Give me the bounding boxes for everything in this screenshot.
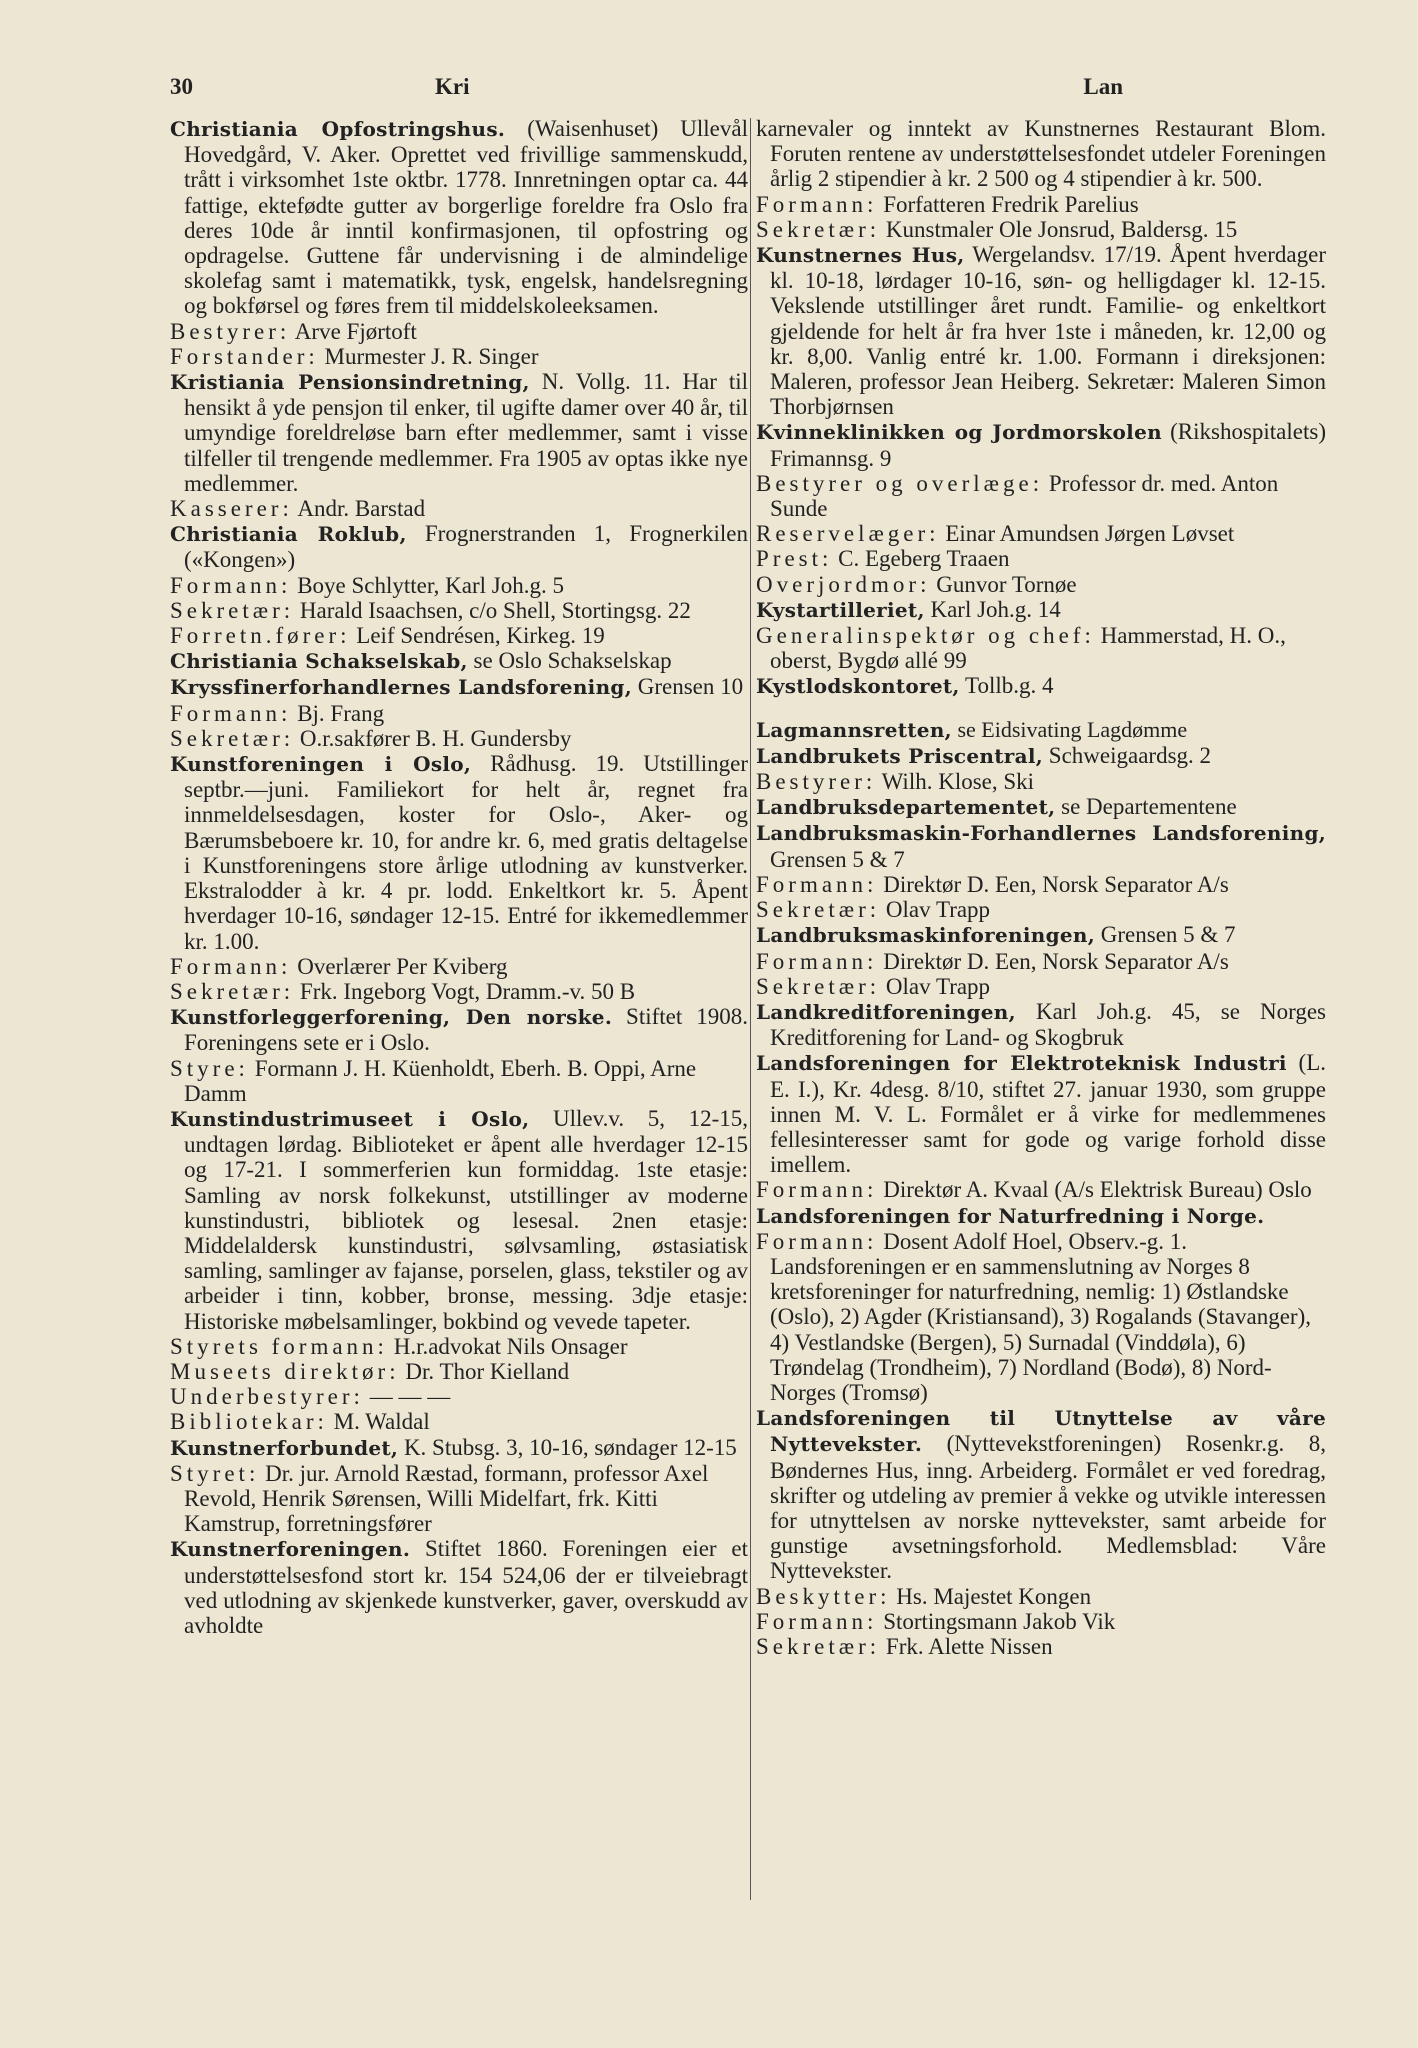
entry-title: Landsforeningen for Naturfredning i Norge.: [756, 1203, 1265, 1228]
entry-text: Stiftet 1908. Foreningens sete er i Oslo.: [184, 1004, 748, 1056]
entry-title: Kvinneklinikken og Jordmorskolen: [756, 420, 1162, 445]
entry-title: Landbruksmaskinforeningen,: [756, 923, 1096, 948]
directory-entry: [756, 1405, 1326, 1583]
officer-line: [170, 1384, 748, 1409]
directory-entry: [756, 820, 1326, 871]
officer-line: [756, 521, 1326, 546]
officer-role: Bibliotekar:: [170, 1409, 328, 1435]
entry-text: Stiftet 1860. Foreningen eier et understøttelsesfond stort kr. 154 524,06 der er tilveiebragt ved utlodning av skjenkede kunstverker, gaver, overskudd av avholdte: [184, 1536, 748, 1638]
entry-title: Landbruksdepartementet,: [756, 795, 1056, 820]
officer-role: Formann:: [756, 1177, 878, 1203]
entry-title: Kunstnerforeningen.: [170, 1537, 411, 1562]
officer-role: Underbestyrer:: [170, 1384, 364, 1410]
directory-entry: [170, 751, 748, 954]
officer-name: Direktør D. Een, Norsk Separator A/s: [877, 871, 1229, 897]
officer-role: Forstander:: [170, 343, 319, 369]
officer-name: M. Waldal: [327, 1409, 430, 1435]
officer-name: Gunvor Tornøe: [930, 571, 1077, 597]
officer-name: Forfatteren Fredrik Parelius: [877, 191, 1139, 217]
officer-line: [756, 1177, 1326, 1202]
officer-name: Frk. Ingeborg Vogt, Dramm.-v. 50 B: [294, 978, 636, 1004]
entry-text: (L. E. I.), Kr. 4desg. 8/10, stiftet 27. januar 1930, som gruppe innen M. V. L. Formålet er å virke for medlemmenes fellesinteresser samt for gode og varige forhold disse imellem.: [770, 1050, 1326, 1178]
officer-name: Wilh. Klose, Ski: [876, 769, 1035, 795]
officer-role: Sekretær:: [756, 1633, 881, 1659]
officer-line: [170, 1461, 748, 1537]
officer-role: Formann:: [170, 572, 292, 598]
officer-line: [170, 726, 748, 751]
officer-role: Overjordmor:: [756, 571, 931, 597]
officer-line: [170, 1056, 748, 1106]
officer-name: Hs. Majestet Kongen: [890, 1583, 1092, 1609]
officer-name: Stortingsmann Jakob Vik: [877, 1608, 1116, 1634]
entry-text: N. Vollg. 11. Har til hensikt å yde pensjon til enker, til ugifte damer over 40 år, til umyndige foreldreløse barn efter medlemmer, samt i visse tilfeller til trengende medlemmer. Fra 1905 av optas ikke nye medlemmer.: [184, 369, 748, 496]
officer-role: Bestyrer og overlæge:: [756, 470, 1044, 496]
officer-role: Sekretær:: [170, 597, 295, 623]
officer-line: [756, 1584, 1326, 1609]
officer-name: Arve Fjørtoft: [290, 318, 417, 344]
directory-entry: [170, 1004, 748, 1055]
officer-name: Dr. jur. Arnold Ræstad, formann, professor Axel Revold, Henrik Sørensen, Willi Midelfart, frk. Kitti Kamstrup, forretningsfører: [184, 1460, 709, 1537]
officer-name: Andr. Barstad: [292, 496, 426, 522]
officer-role: Sekretær:: [756, 216, 881, 242]
right-column: [756, 116, 1326, 1659]
directory-entry: [756, 1203, 1326, 1229]
officer-role: Styrets formann:: [170, 1333, 388, 1359]
entry-text: se Eidsivating Lagdømme: [951, 716, 1188, 742]
entry-title: Landkreditforeningen,: [756, 999, 1016, 1024]
officer-name: Dosent Adolf Hoel, Observ.-g. 1. Landsforeningen er en sammenslutning av Norges 8 kretsforeninger for naturfredning, nemlig: 1) Østlandske (Oslo), 2) Agder (Kristiansand), 3) Rogalands (Stavanger), 4) Vestlandske (Bergen), 5) Surnadal (Vinddøla), 6) Trøndelag (Trondheim), 7) Nordland (Bodø), 8) Nord-Norges (Tromsø): [770, 1228, 1312, 1405]
entry-title: Landsforeningen for Elektroteknisk Industri: [756, 1051, 1287, 1076]
officer-line: [170, 598, 748, 623]
officer-line: [170, 954, 748, 979]
directory-entry: [170, 369, 748, 496]
officer-line: [756, 769, 1326, 794]
entry-text: se Oslo Schakselskap: [467, 648, 672, 674]
officer-role: Reservelæger:: [756, 521, 940, 547]
officer-line: [756, 897, 1326, 922]
officer-role: Formann:: [756, 1608, 878, 1634]
entry-title: Christiania Schakselskab,: [170, 649, 468, 674]
officer-name: H.r.advokat Nils Onsager: [387, 1333, 628, 1359]
officer-name: Frk. Alette Nissen: [880, 1633, 1053, 1659]
officer-role: Formann:: [756, 871, 878, 897]
directory-entry: [170, 648, 748, 674]
officer-name: Bj. Frang: [291, 700, 385, 726]
officer-line: [756, 217, 1326, 242]
directory-entry: [756, 242, 1326, 419]
officer-role: Formann:: [170, 700, 292, 726]
entry-text: Rådhusg. 19. Utstillinger septbr.—juni. Familiekort for helt år, regnet fra innmeldelsesdagen, koster for Oslo-, Aker- og Bærumsbeboere kr. 10, for andre kr. 6, med gratis deltagelse i Kunstforeningens store årlige utlodning av kunstverker. Ekstralodder à kr. 4 pr. lodd. Enkeltkort kr. 5. Åpent hverdager 10-16, søndager 12-15. Entré for ikkemedlemmer kr. 1.00.: [184, 751, 748, 954]
officer-role: Prest:: [756, 546, 833, 572]
officer-role: Generalinspektør og chef:: [756, 623, 1095, 649]
officer-line: [756, 1609, 1326, 1634]
officer-line: [756, 623, 1326, 673]
directory-entry: [756, 922, 1326, 948]
officer-role: Formann:: [170, 953, 292, 979]
entry-title: Kristiania Pensionsindretning,: [170, 370, 530, 395]
officer-name: C. Egeberg Traaen: [832, 546, 1010, 572]
officer-role: Museets direktør:: [170, 1358, 400, 1384]
officer-name: Formann J. H. Küenholdt, Eberh. B. Oppi, Arne Damm: [184, 1055, 697, 1106]
officer-line: [756, 572, 1326, 597]
officer-role: Formann:: [756, 191, 878, 217]
officer-name: Harald Isaachsen, c/o Shell, Stortingsg. 22: [294, 597, 691, 623]
directory-entry: [756, 419, 1326, 470]
entry-text: (Rikshospitalets) Frimannsg. 9: [770, 419, 1326, 471]
officer-name: Olav Trapp: [880, 973, 991, 999]
entry-text: Schweigaardsg. 2: [1043, 742, 1212, 768]
entry-title: Kryssfinerforhandlernes Landsforening,: [170, 675, 632, 700]
directory-entry: [170, 116, 748, 319]
officer-name: Overlærer Per Kviberg: [291, 953, 508, 979]
officer-name: Einar Amundsen Jørgen Løvset: [939, 521, 1235, 547]
officer-line: [170, 496, 748, 521]
officer-line: [170, 573, 748, 598]
left-column: [170, 116, 748, 1638]
directory-entry: [756, 794, 1326, 820]
officer-role: Bestyrer:: [756, 769, 877, 795]
officer-name: Direktør D. Een, Norsk Separator A/s: [877, 948, 1229, 974]
officer-name: Direktør A. Kvaal (A/s Elektrisk Bureau) Oslo: [877, 1177, 1312, 1203]
officer-line: [756, 949, 1326, 974]
officer-line: [756, 471, 1326, 521]
entry-text: Frognerstranden 1, Frognerkilen («Kongen»): [184, 521, 748, 573]
entry-title: Landbrukets Priscentral,: [756, 743, 1044, 768]
officer-role: Forretn.fører:: [170, 623, 351, 649]
entry-title: Kunstforeningen i Oslo,: [170, 752, 472, 777]
entry-text: K. Stubsg. 3, 10-16, søndager 12-15: [398, 1434, 737, 1460]
entry-text: Tollb.g. 4: [959, 673, 1054, 699]
entry-text: (Nyttevekstforeningen) Rosenkr.g. 8, Bøndernes Hus, inng. Arbeiderg. Formålet er ved foredrag, skrifter og utdeling av premier å vekke og utvikle interessen for utnyttelsen av norske nyttevekster, samt arbeide for gunstige avsetningsforhold. Medlemsblad: Våre Nyttevekster.: [770, 1431, 1326, 1584]
entry-title: Kunstindustrimuseet i Oslo,: [170, 1106, 530, 1131]
officer-name: Hammerstad, H. O., oberst, Bygdø allé 99: [770, 623, 1286, 674]
officer-name: Dr. Thor Kielland: [399, 1358, 570, 1384]
officer-name: Boye Schlytter, Karl Joh.g. 5: [291, 572, 564, 598]
officer-line: [170, 623, 748, 648]
officer-role: Sekretær:: [170, 978, 295, 1004]
page-number: 30: [170, 74, 193, 99]
officer-role: Sekretær:: [170, 725, 295, 751]
entry-text: Grensen 5 & 7: [1095, 922, 1236, 948]
entry-title: Kystartilleriet,: [756, 597, 925, 622]
officer-line: [170, 1359, 748, 1384]
officer-line: [170, 1409, 748, 1434]
directory-entry: [170, 1435, 748, 1461]
officer-role: Styret:: [170, 1460, 260, 1486]
officer-name: — — —: [363, 1384, 451, 1410]
entry-text: Grensen 10: [631, 674, 744, 700]
officer-line: [170, 1334, 748, 1359]
entry-text: Wergelandsv. 17/19. Åpent hverdager kl. 10-18, lørdager 10-16, søn- og helligdager kl. 12-15. Vekslende utstillinger året rundt. Familie- og enkeltkort gjeldende for helt år fra hver 1ste i måneden, kr. 12,00 og kr. 8,00. Vanlig entré kr. 1.00. Formann i direksjonen: Maleren, professor Jean Heiberg. Sekretær: Maleren Simon Thorbjørnsen: [770, 242, 1326, 420]
officer-line: [170, 319, 748, 344]
header-right-word: Lan: [1083, 74, 1123, 99]
officer-name: Leif Sendrésen, Kirkeg. 19: [350, 623, 605, 649]
officer-line: [756, 974, 1326, 999]
entry-text: Karl Joh.g. 14: [924, 596, 1061, 622]
directory-entry: [756, 1050, 1326, 1177]
officer-role: Formann:: [756, 1228, 878, 1254]
officer-name: O.r.sakfører B. H. Gundersby: [294, 725, 572, 751]
entry-title: Kystlodskontoret,: [756, 674, 960, 699]
entry-text: (Waisenhuset) Ullevål Hovedgård, V. Aker. Oprettet ved frivillige sammenskudd, trått i virksomhet 1ste oktbr. 1778. Innretningen optar ca. 44 fattige, ektefødte gutter av borgerlige foreldre fra Oslo fra deres 10de år inntil konfirmasjonen, til opfostring og opdragelse. Guttene får undervisning i de almindelige skolefag samt i matematikk, tysk, engelsk, handelsregning og bokførsel og føres frem til middelskoleeksamen.: [184, 116, 748, 319]
entry-title: Kunstnerforbundet,: [170, 1435, 399, 1460]
officer-role: Bestyrer:: [170, 318, 291, 344]
officer-name: Olav Trapp: [880, 897, 991, 923]
officer-role: Formann:: [756, 948, 878, 974]
entry-title: Kunstforleggerforening, Den norske.: [170, 1005, 613, 1030]
officer-line: [756, 1634, 1326, 1659]
directory-entry: [170, 521, 748, 572]
officer-line: [170, 979, 748, 1004]
officer-role: Sekretær:: [756, 973, 881, 999]
officer-line: [170, 344, 748, 369]
entry-title: Landsforeningen til Utnyttelse av våre Nyttevekster.: [756, 1406, 1326, 1457]
entry-text: se Departementene: [1055, 794, 1237, 820]
officer-role: Sekretær:: [756, 897, 881, 923]
directory-entry: [756, 597, 1326, 623]
column-divider: [750, 118, 751, 1900]
entry-text: Ullev.v. 5, 12-15, undtagen lørdag. Biblioteket er åpent alle hverdager 12-15 og 17-21. I sommerferien kun formiddag. 1ste etasje: Samling av norsk folkekunst, utstillinger av moderne kunstindustri, bibliotek og lesesal. 2nen etasje: Middelaldersk kunstindustri, sølvsamling, østasiatisk samling, samlinger av fajanse, porselen, glass, tekstiler og av arbeider i tinn, kobber, bronse, messing. 3dje etasje: Historiske møbelsamlinger, bokbind og vevede tapeter.: [184, 1105, 748, 1334]
officer-name: Professor dr. med. Anton Sunde: [770, 470, 1279, 522]
entry-title: Christiania Opfostringshus.: [170, 117, 506, 141]
entry-text: Karl Joh.g. 45, se Norges Kreditforening for Land- og Skogbruk: [770, 998, 1326, 1051]
officer-line: [170, 701, 748, 726]
entry-text: Grensen 5 & 7: [770, 846, 905, 872]
officer-role: Beskytter:: [756, 1583, 891, 1609]
entry-title: Kunstnernes Hus,: [756, 243, 965, 268]
section-heading: [756, 716, 1326, 743]
officer-name: Kunstmaler Ole Jonsrud, Baldersg. 15: [880, 216, 1238, 242]
header-left-word: Kri: [435, 74, 470, 99]
running-header: [170, 74, 1328, 110]
entry-title: Christiania Roklub,: [170, 522, 407, 547]
directory-entry: [756, 673, 1326, 699]
directory-entry: [170, 1106, 748, 1334]
continued-text: karnevaler og inntekt av Kunstnernes Restaurant Blom. Foruten rentene av understøttelsesfondet utdeler Foreningen årlig 2 stipendier à kr. 2 500 og 4 stipendier à kr. 500.: [756, 116, 1326, 192]
directory-entry: [170, 1536, 748, 1638]
officer-name: Murmester J. R. Singer: [318, 343, 539, 369]
entry-title: Lagmannsretten,: [756, 717, 952, 742]
entry-title: Landbruksmaskin-Forhandlernes Landsforening,: [756, 821, 1326, 846]
directory-entry: [170, 674, 748, 700]
directory-entry: [756, 743, 1326, 769]
officer-line: [756, 546, 1326, 571]
officer-line: [756, 192, 1326, 217]
directory-entry: [756, 999, 1326, 1050]
officer-role: Styre:: [170, 1055, 249, 1081]
officer-role: Kasserer:: [170, 496, 293, 522]
officer-line: [756, 1229, 1326, 1405]
officer-line: [756, 872, 1326, 897]
